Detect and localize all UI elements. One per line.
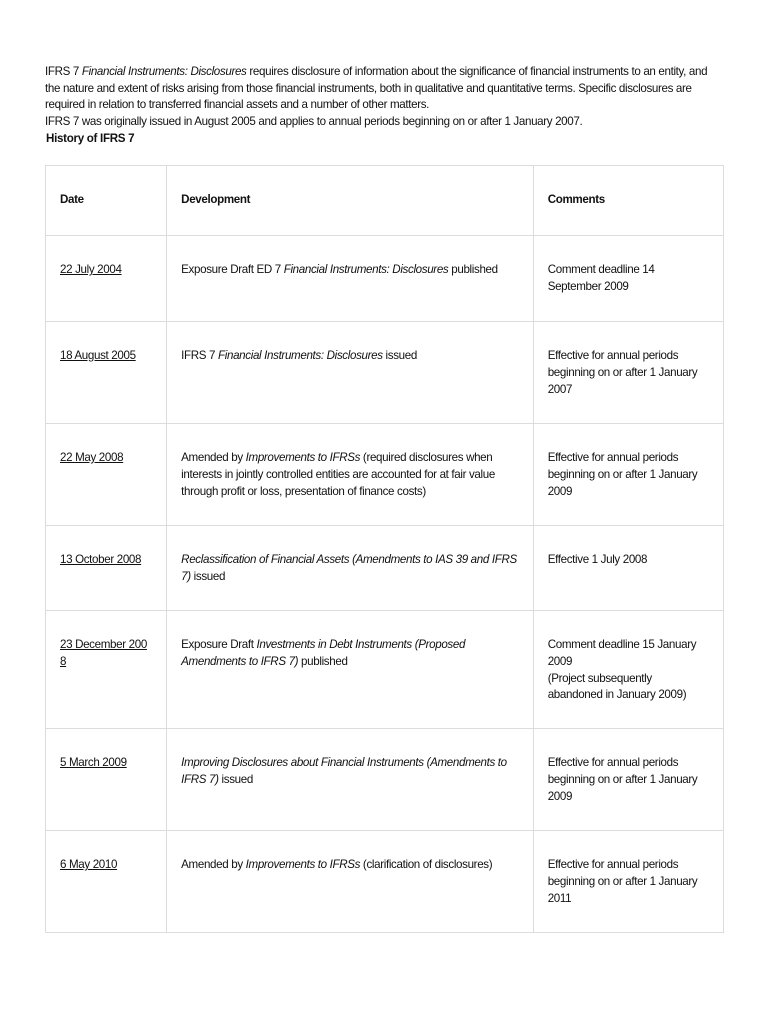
- comments-cell: Effective for annual periods beginning on or after 1 January 2011: [533, 831, 723, 933]
- dev-text-after: (clarification of disclosures): [360, 858, 493, 871]
- date-link[interactable]: 18 August 2005: [60, 349, 136, 362]
- dev-italic-title: Financial Instruments: Disclosures: [283, 263, 449, 276]
- comments-cell: Comment deadline 14 September 2009: [533, 236, 723, 322]
- date-link[interactable]: 5 March 2009: [60, 756, 127, 769]
- dev-text-after: issued: [382, 349, 417, 362]
- comments-cell: [533, 611, 723, 729]
- intro-paragraph-2: IFRS 7 was originally issued in August 2005 and applies to annual periods beginning on or after 1 January 2007.: [45, 114, 583, 128]
- history-title: History of IFRS 7: [46, 132, 135, 145]
- dev-italic-title: Investments in Debt Instruments (Proposed Amendments to IFRS 7): [181, 638, 466, 668]
- table-row: [46, 424, 724, 526]
- intro-p1-italic-title: Financial Instruments: Disclosures: [81, 65, 247, 78]
- header-date: Date: [46, 166, 167, 236]
- comments-cell: Effective for annual periods beginning on or after 1 January 2009: [533, 424, 723, 526]
- table-row: [46, 526, 724, 611]
- dev-text-after: published: [298, 654, 348, 668]
- date-cell: [46, 424, 167, 526]
- dev-italic-title: Financial Instruments: Disclosures: [218, 349, 383, 362]
- dev-text: Amended by: [181, 858, 246, 871]
- comments-cell: Effective for annual periods beginning on or after 1 January 2009: [533, 729, 723, 831]
- date-link[interactable]: 6 May 2010: [60, 858, 118, 871]
- table-row: [46, 729, 724, 831]
- table-row: [46, 236, 724, 322]
- comments-line: Comment deadline 15 January 2009: [547, 638, 697, 668]
- history-table: [45, 165, 724, 933]
- date-link[interactable]: 22 May 2008: [60, 451, 124, 464]
- dev-text: IFRS 7: [181, 349, 219, 362]
- development-cell: [167, 729, 534, 831]
- date-link[interactable]: 22 July 2004: [60, 263, 122, 276]
- table-header-row: [46, 166, 724, 236]
- intro-text: [45, 64, 725, 130]
- intro-p1-prefix: IFRS 7: [45, 65, 82, 78]
- development-cell: [167, 424, 534, 526]
- date-cell: [46, 526, 167, 611]
- table-row: [46, 322, 724, 424]
- development-cell: [167, 322, 534, 424]
- date-link[interactable]: 13 October 2008: [60, 553, 142, 566]
- comments-cell: Effective 1 July 2008: [533, 526, 723, 611]
- dev-text-after: issued: [218, 772, 253, 786]
- date-cell: [46, 322, 167, 424]
- header-comments: Comments: [533, 166, 723, 236]
- dev-italic-title: Reclassification of Financial Assets (Amendments to IAS 39 and IFRS 7): [181, 553, 517, 583]
- document-body: [45, 64, 725, 147]
- dev-text-after: (required disclosures when interests in jointly controlled entities are accounted for at fair value through profit or loss, presentation of finance costs): [181, 451, 495, 498]
- dev-text: Exposure Draft ED 7: [181, 263, 284, 276]
- dev-text: Exposure Draft: [181, 638, 257, 651]
- comments-note: (Project subsequently abandoned in January 2009): [547, 671, 687, 702]
- date-cell: [46, 729, 167, 831]
- dev-italic-title: Improvements to IFRSs: [245, 451, 361, 464]
- date-link[interactable]: 23 December 2008: [60, 638, 147, 668]
- dev-italic-title: Improvements to IFRSs: [245, 858, 361, 871]
- header-development: Development: [167, 166, 534, 236]
- dev-text: Amended by: [181, 451, 246, 464]
- date-cell: [46, 236, 167, 322]
- table-row: [46, 611, 724, 729]
- dev-text-after: issued: [190, 569, 226, 583]
- comments-cell: Effective for annual periods beginning on or after 1 January 2007: [533, 322, 723, 424]
- dev-text-after: published: [448, 263, 498, 276]
- table-row: [46, 831, 724, 933]
- date-cell: [46, 831, 167, 933]
- dev-italic-title: Improving Disclosures about Financial Instruments (Amendments to IFRS 7): [181, 756, 507, 786]
- development-cell: [167, 611, 534, 729]
- intro-p1-suffix: requires disclosure of information about the significance of financial instruments to an entity, and the nature and extent of risks arising from those financial instruments, both in qualitative and quantitative terms. Specific disclosures are required in relation to transferred financial assets and a number of other matters.: [45, 65, 708, 111]
- development-cell: [167, 831, 534, 933]
- date-cell: [46, 611, 167, 729]
- intro-paragraph-1: [45, 64, 725, 114]
- development-cell: [167, 526, 534, 611]
- development-cell: [167, 236, 534, 322]
